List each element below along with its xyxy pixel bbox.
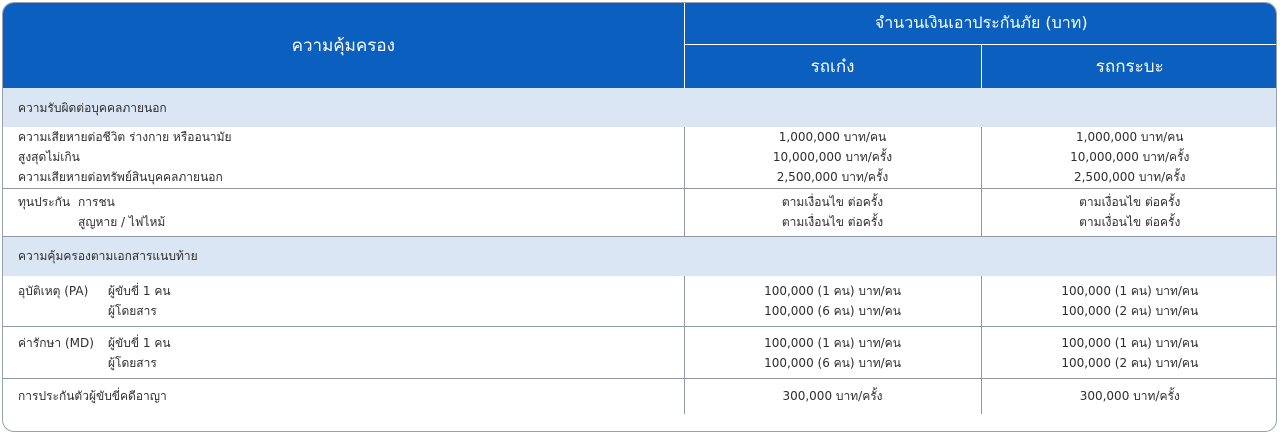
value-line: ตามเงื่อนไข ต่อครั้ง: [1079, 215, 1181, 229]
label-main: อุบัติเหตุ (PA): [18, 283, 89, 298]
section-title: ความรับผิดต่อบุคคลภายนอก: [3, 88, 1277, 127]
coverage-table-frame: [2, 2, 1277, 432]
section-title: ความคุ้มครองตามเอกสารแนบท้าย: [3, 236, 1277, 276]
label-line: สูญหาย / ไฟไหม้: [78, 215, 166, 229]
value-line: 100,000 (1 คน) บาท/คน: [1061, 283, 1199, 298]
label-line: การชน: [78, 195, 115, 209]
sum-insured-header: จำนวนเงินเอาประกันภัย (บาท): [684, 3, 1277, 45]
value-line: 1,000,000 บาท/คน: [778, 130, 887, 145]
sedan-value: [684, 276, 981, 327]
value-line: ตามเงื่อนไข ต่อครั้ง: [781, 215, 884, 229]
pickup-value: [981, 327, 1277, 379]
value-line: 100,000 (1 คน) บาท/คน: [1061, 335, 1199, 350]
row-label: [3, 327, 684, 379]
value-line: 100,000 (1 คน) บาท/คน: [764, 335, 901, 350]
value-line: 100,000 (6 คน) บาท/คน: [764, 303, 901, 318]
pickup-column-header: รถกระบะ: [981, 45, 1277, 89]
label-line: ผู้ขับขี่ 1 คน: [108, 283, 171, 298]
value-line: 100,000 (6 คน) บาท/คน: [764, 355, 901, 370]
label-line: ผู้ขับขี่ 1 คน: [108, 335, 171, 350]
coverage-table: [3, 3, 1277, 414]
value-line: 2,500,000 บาท/ครั้ง: [776, 170, 889, 185]
label-line: สูงสุดไม่เกิน: [18, 150, 80, 165]
section-third-party: [3, 88, 1277, 127]
label-main: ทุนประกัน: [18, 195, 71, 209]
row-label: [3, 188, 684, 236]
value-line: 100,000 (2 คน) บาท/คน: [1061, 355, 1199, 370]
sedan-value: [684, 327, 981, 379]
label-line: ผู้โดยสาร: [108, 355, 157, 370]
sedan-value: 300,000 บาท/ครั้ง: [684, 379, 981, 414]
value-line: 10,000,000 บาท/ครั้ง: [772, 150, 893, 165]
label-line: ความเสียหายต่อชีวิต ร่างกาย หรืออนามัย: [18, 130, 232, 145]
table-row-capital: [3, 188, 1277, 236]
value-line: 10,000,000 บาท/ครั้ง: [1070, 150, 1190, 165]
value-line: ตามเงื่อนไข ต่อครั้ง: [781, 195, 884, 209]
section-endorsement: [3, 236, 1277, 276]
value-line: 100,000 (1 คน) บาท/คน: [764, 283, 901, 298]
label-line: ผู้โดยสาร: [108, 303, 157, 318]
coverage-header: ความคุ้มครอง: [3, 3, 684, 88]
value-line: ตามเงื่อนไข ต่อครั้ง: [1079, 195, 1181, 209]
pickup-value: [981, 188, 1277, 236]
table-row-third-party: [3, 127, 1277, 188]
row-label: [3, 276, 684, 327]
table-row-pa: [3, 276, 1277, 327]
sedan-column-header: รถเก๋ง: [684, 45, 981, 89]
pickup-value: [981, 127, 1277, 188]
sedan-value: [684, 127, 981, 188]
row-label: การประกันตัวผู้ขับขี่คดีอาญา: [18, 389, 167, 404]
table-row-bail: [3, 379, 1277, 414]
row-label: [3, 127, 684, 188]
table-row-md: [3, 327, 1277, 379]
value-line: 1,000,000 บาท/คน: [1076, 130, 1184, 145]
label-line: ความเสียหายต่อทรัพย์สินบุคคลภายนอก: [18, 170, 223, 185]
label-main: ค่ารักษา (MD): [18, 335, 94, 350]
value-line: 2,500,000 บาท/ครั้ง: [1073, 170, 1186, 185]
sedan-value: [684, 188, 981, 236]
value-line: 100,000 (2 คน) บาท/คน: [1061, 303, 1199, 318]
pickup-value: 300,000 บาท/ครั้ง: [981, 379, 1277, 414]
pickup-value: [981, 276, 1277, 327]
